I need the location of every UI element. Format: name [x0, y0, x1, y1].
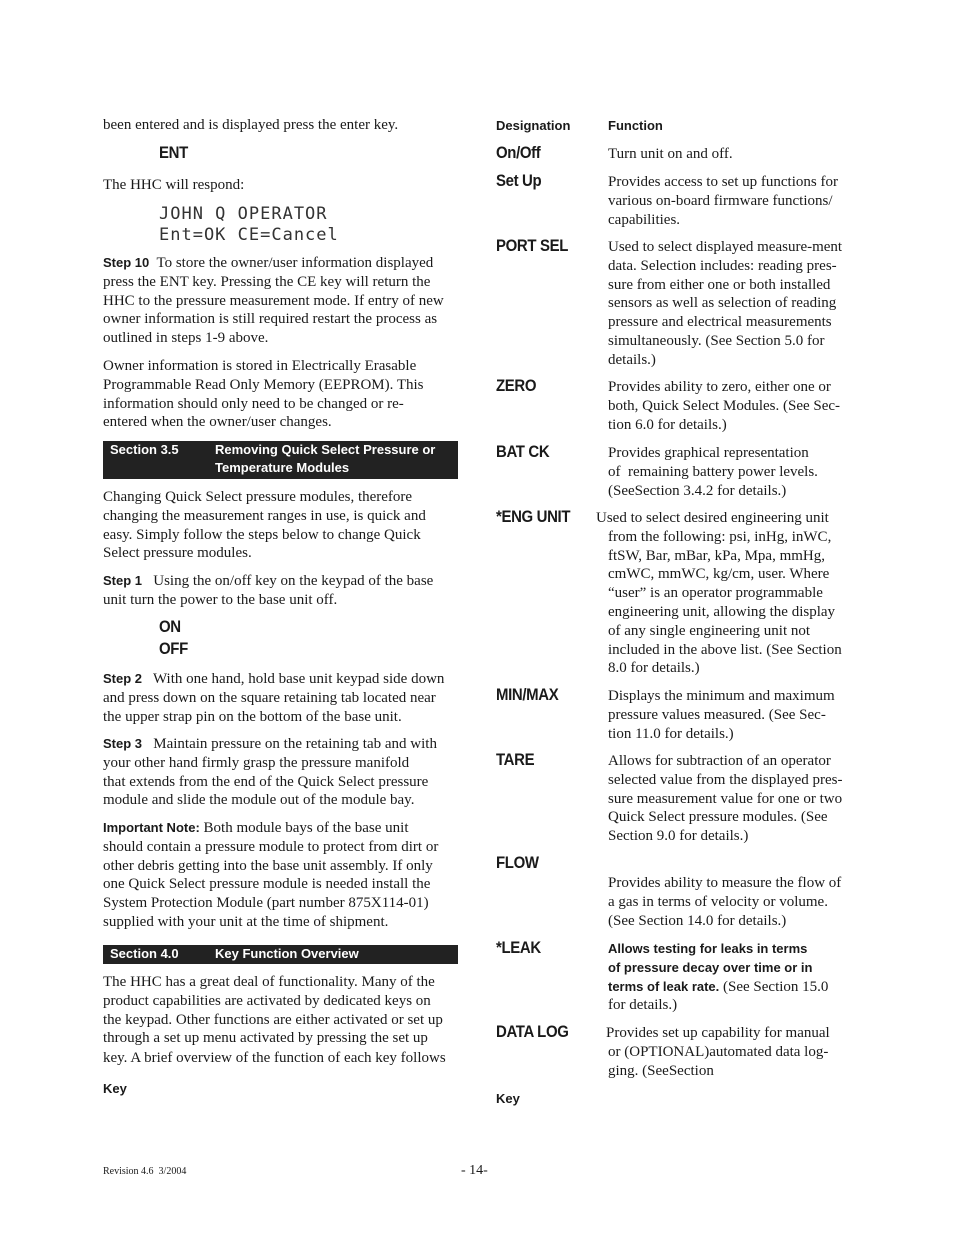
- paragraph-line: entered when the owner/user changes.: [103, 414, 332, 431]
- function-line: Turn unit on and off.: [608, 146, 733, 162]
- step-3-line: module and slide the module out of the module bay.: [103, 792, 415, 809]
- function-line: sure from either one or both installed: [608, 276, 831, 293]
- step-1: [103, 572, 463, 610]
- function-data-log: [608, 1024, 858, 1080]
- section-number: Section 3.5: [110, 442, 179, 457]
- function-line: Provides graphical representation: [608, 445, 809, 461]
- paragraph-line: Changing Quick Select pressure modules, therefore: [103, 489, 413, 505]
- key-on: ON: [159, 617, 181, 636]
- designation-zero: ZERO: [496, 376, 537, 395]
- important-note: [103, 819, 463, 932]
- function-zero: [608, 378, 858, 434]
- function-line: Displays the minimum and maximum: [608, 688, 835, 704]
- designation-bat-ck: BAT CK: [496, 442, 550, 461]
- function-line: Section 9.0 for details.): [608, 828, 749, 845]
- paragraph-line: the keypad. Other functions are either activated or set up: [103, 1011, 443, 1028]
- respond-line: The HHC will respond:: [103, 177, 245, 193]
- function-line: of remaining battery power levels.: [608, 463, 818, 480]
- designation-eng-unit: *ENG UNIT: [496, 507, 571, 526]
- function-line: Allows testing for leaks in terms: [608, 941, 808, 956]
- overview-paragraph: [103, 973, 463, 1068]
- step-10-line: HHC to the pressure measurement mode. If entry of new: [103, 292, 444, 309]
- function-line: pressure and electrical measurements: [608, 314, 832, 331]
- function-line: Used to select desired engineering unit: [596, 510, 829, 526]
- function-line: (SeeSection 3.4.2 for details.): [608, 482, 787, 499]
- important-line: one Quick Select pressure module is needed install the: [103, 876, 431, 893]
- function-line: of pressure decay over time or in: [608, 959, 813, 975]
- function-set-up: [608, 173, 858, 229]
- function-line: simultaneously. (See Section 5.0 for: [608, 332, 825, 349]
- step-1-label: Step 1: [103, 573, 143, 588]
- section-4-0-bar: [103, 945, 458, 964]
- paragraph-line: Programmable Read Only Memory (EEPROM). This: [103, 376, 424, 393]
- step-10: [103, 254, 463, 348]
- function-line: ftSW, Bar, mBar, kPa, Mpa, mmHg,: [608, 547, 825, 564]
- designation-flow: FLOW: [496, 853, 539, 872]
- function-line: a gas in terms of velocity or volume.: [608, 893, 828, 910]
- important-line: other debris getting into the base unit assembly. If only: [103, 857, 433, 874]
- step-2-line: and press down on the square retaining tab located near: [103, 689, 436, 706]
- function-line: “user” is an operator programmable: [608, 585, 823, 602]
- function-bat-ck: [608, 444, 858, 500]
- function-line: terms of leak rate.: [608, 978, 720, 994]
- step-2-line: the upper strap pin on the bottom of the base unit.: [103, 708, 402, 725]
- function-leak: [608, 940, 858, 1015]
- function-line: (See Section 14.0 for details.): [608, 912, 787, 929]
- step-1-line: Using the on/off key on the keypad of the base: [153, 573, 434, 589]
- important-line: supplied with your unit at the time of shipment.: [103, 913, 389, 930]
- important-line: System Protection Module (part number 875X114-01): [103, 895, 429, 912]
- function-tare: [608, 752, 858, 846]
- intro-line: been entered and is displayed press the enter key.: [103, 117, 399, 133]
- designation-on-off: On/Off: [496, 143, 541, 162]
- function-line: or (OPTIONAL)automated data log-: [608, 1043, 829, 1060]
- designation-leak: *LEAK: [496, 938, 541, 957]
- step-10-line: owner information is still required restart the process as: [103, 311, 438, 328]
- lcd-line-1: JOHN Q OPERATOR: [159, 204, 328, 224]
- designation-min-max: MIN/MAX: [496, 685, 559, 704]
- function-line: from the following: psi, inHg, inWC,: [608, 528, 832, 545]
- header-designation: Designation: [496, 118, 571, 133]
- function-line: 8.0 for details.): [608, 660, 700, 677]
- changing-paragraph: [103, 488, 463, 563]
- step-3-line: your other hand firmly grasp the pressure manifold: [103, 754, 410, 771]
- left-key-label: Key: [103, 1081, 127, 1096]
- important-label: Important Note:: [103, 820, 200, 835]
- designation-data-log: DATA LOG: [496, 1022, 569, 1041]
- function-port-sel: [608, 238, 858, 370]
- function-line: capabilities.: [608, 211, 681, 228]
- function-line: sure measurement value for one or two: [608, 790, 843, 807]
- section-title: Key Function Overview: [215, 946, 359, 961]
- function-line: engineering unit, allowing the display: [608, 603, 836, 620]
- step-3-line: that extends from the end of the Quick Select pressure: [103, 773, 429, 790]
- important-line: should contain a pressure module to protect from dirt or: [103, 838, 439, 855]
- function-line: cmWC, mmWC, kg/cm, user. Where: [608, 566, 830, 583]
- paragraph-line: information should only need to be changed or re-: [103, 395, 404, 412]
- paragraph-line: key. A brief overview of the function of each key follows: [103, 1050, 446, 1067]
- function-line: Provides access to set up functions for: [608, 174, 838, 190]
- revision-footer: Revision 4.6 3/2004: [103, 1166, 187, 1177]
- section-number: Section 4.0: [110, 946, 179, 961]
- function-line: included in the above list. (See Section: [608, 641, 842, 658]
- paragraph-line: easy. Simply follow the steps below to change Quick: [103, 526, 421, 543]
- function-line: sensors as well as selection of reading: [608, 295, 837, 312]
- function-on-off: [608, 145, 858, 164]
- right-key-label: Key: [496, 1091, 520, 1106]
- step-10-label: Step 10: [103, 255, 150, 270]
- key-off: OFF: [159, 639, 188, 658]
- paragraph-line: Select pressure modules.: [103, 545, 252, 562]
- function-line: various on-board firmware functions/: [608, 192, 833, 209]
- function-line: for details.): [608, 997, 678, 1014]
- step-10-line: outlined in steps 1-9 above.: [103, 330, 269, 347]
- designation-set-up: Set Up: [496, 171, 542, 190]
- page-number: - 14-: [461, 1163, 488, 1178]
- function-line: Used to select displayed measure-ment: [608, 239, 843, 255]
- section-3-5-bar: [103, 441, 458, 479]
- important-line: Both module bays of the base unit: [203, 820, 409, 836]
- paragraph-line: The HHC has a great deal of functionality. Many of the: [103, 974, 435, 990]
- key-ent: ENT: [159, 143, 188, 162]
- designation-port-sel: PORT SEL: [496, 236, 568, 255]
- paragraph-line: through a set up menu activated by pressing the set up: [103, 1030, 428, 1047]
- designation-tare: TARE: [496, 750, 535, 769]
- section-title: Removing Quick Select Pressure or Temperature Modules: [215, 442, 436, 475]
- function-line: details.): [608, 351, 656, 368]
- header-function: Function: [608, 118, 663, 133]
- paragraph-line: changing the measurement ranges in use, is quick and: [103, 507, 426, 524]
- paragraph-line: Owner information is stored in Electrically Erasable: [103, 358, 417, 374]
- step-2-label: Step 2: [103, 671, 143, 686]
- function-line: Provides ability to zero, either one or: [608, 379, 831, 395]
- owner-paragraph: [103, 357, 463, 432]
- function-line: tion 11.0 for details.): [608, 725, 734, 742]
- function-line: both, Quick Select Modules. (See Sec-: [608, 397, 841, 414]
- function-line: Provides ability to measure the flow of: [608, 875, 842, 891]
- function-eng-unit: [596, 509, 858, 678]
- paragraph-line: product capabilities are activated by dedicated keys on: [103, 992, 431, 1009]
- lcd-line-2: Ent=OK CE=Cancel: [159, 225, 339, 245]
- function-line: pressure values measured. (See Sec-: [608, 706, 826, 723]
- step-10-line: press the ENT key. Pressing the CE key will return the: [103, 273, 431, 290]
- function-line: Provides set up capability for manual: [606, 1025, 830, 1041]
- step-3: [103, 735, 463, 810]
- function-line: tion 6.0 for details.): [608, 416, 727, 433]
- function-line: Allows for subtraction of an operator: [608, 753, 831, 769]
- step-10-line: To store the owner/user information displayed: [156, 255, 434, 271]
- step-2: [103, 670, 463, 726]
- step-1-line: unit turn the power to the base unit off.: [103, 591, 338, 608]
- function-line: ging. (SeeSection: [608, 1062, 714, 1079]
- function-line: of any single engineering unit not: [608, 622, 811, 639]
- function-flow: [608, 874, 858, 930]
- function-line: Quick Select pressure modules. (See: [608, 809, 828, 826]
- function-line: selected value from the displayed pres-: [608, 771, 843, 788]
- step-3-line: Maintain pressure on the retaining tab and with: [153, 736, 437, 752]
- function-line: (See Section 15.0: [719, 978, 829, 995]
- function-line: data. Selection includes: reading pres-: [608, 257, 837, 274]
- step-3-label: Step 3: [103, 736, 143, 751]
- function-min-max: [608, 687, 858, 743]
- step-2-line: With one hand, hold base unit keypad side down: [153, 671, 445, 687]
